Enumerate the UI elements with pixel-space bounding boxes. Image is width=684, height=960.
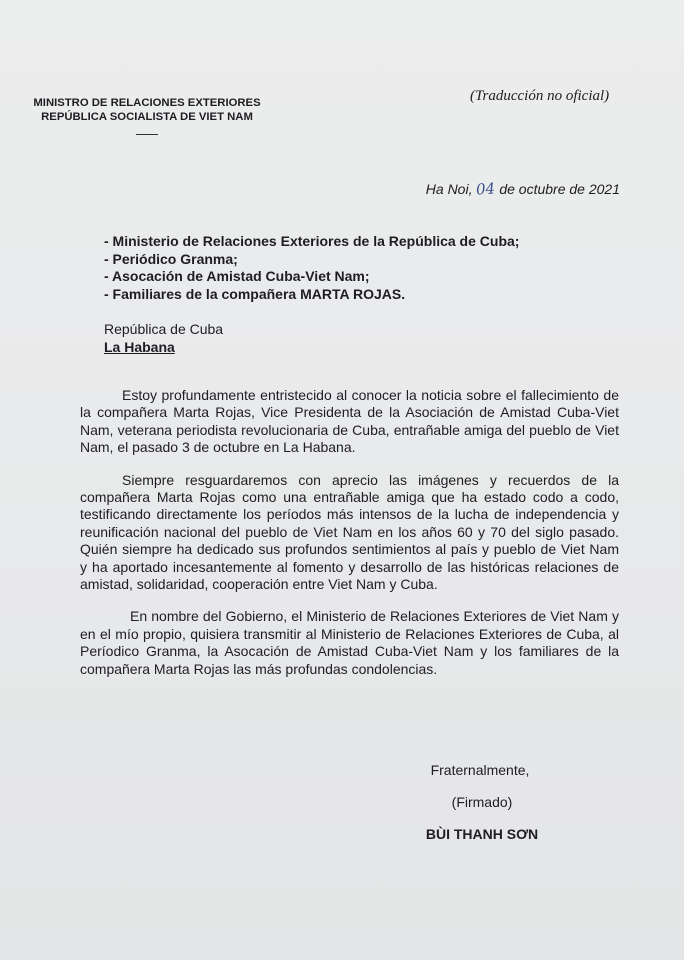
header-divider bbox=[136, 134, 158, 135]
recipient-item: - Periódico Granma; bbox=[104, 250, 238, 267]
country-title: REPÚBLICA SOCIALISTA DE VIET NAM bbox=[41, 111, 253, 123]
recipient-item: - Ministerio de Relaciones Exteriores de la República de Cuba; bbox=[104, 233, 520, 249]
ministry-title: MINISTRO DE RELACIONES EXTERIORES bbox=[33, 97, 261, 109]
recipient-item: - Asocación de Amistad Cuba-Viet Nam; bbox=[104, 268, 370, 284]
ministry-header bbox=[22, 96, 272, 135]
address-country: República de Cuba bbox=[104, 321, 224, 337]
date-line bbox=[300, 180, 620, 198]
translation-note: (Traducción no oficial) bbox=[470, 88, 610, 104]
date-day-handwritten: 04 bbox=[475, 179, 497, 199]
recipient-item: - Familiares de la compañera MARTA ROJAS. bbox=[104, 285, 406, 302]
letter-body bbox=[80, 387, 619, 693]
body-paragraph: Siempre resguardaremos con aprecio las imágenes y recuerdos de la compañera Marta Rojas como una entrañable amiga que ha estado codo a codo, testificando directamente los períodos más intensos de la lucha de independencia y reunificación nacional del pueblo de Viet Nam en los años 60 y 70 del siglo pasado. Quién siempre ha dedicado sus profundos sentimientos al país y pueblo de Viet Nam y ha aportado incesantemente al fomento y desarrollo de las históricas relaciones de amistad, solidaridad, cooperación entre Viet Nam y Cuba. bbox=[80, 471, 619, 593]
address-city: La Habana bbox=[104, 339, 175, 355]
date-rest: de octubre de 2021 bbox=[499, 181, 620, 197]
address-block bbox=[104, 320, 223, 356]
body-paragraph: En nombre del Gobierno, el Ministerio de Relaciones Exteriores de Viet Nam y en el mío propio, quisiera transmitir al Ministerio de Relaciones Exteriores de Cuba, al Períodico Granma, la Asocación de Amistad Cuba-Viet Nam y los familiares de la compañera Marta Rojas las más profundas condolencias. bbox=[80, 608, 619, 677]
body-paragraph: Estoy profundamente entristecido al conocer la noticia sobre el fallecimiento de la compañera Marta Rojas, Vice Presidenta de la Asociación de Amistad Cuba-Viet Nam, veterana periodista revolucionaria de Cuba, entrañable amiga del pueblo de Viet Nam, el pasado 3 de octubre en La Habana. bbox=[80, 387, 619, 456]
date-place: Ha Noi, bbox=[425, 181, 473, 197]
signer-name: BÙI THANH SƠN bbox=[425, 826, 539, 842]
signed-note: (Firmado) bbox=[451, 794, 513, 810]
closing-salutation: Fraternalmente, bbox=[430, 762, 530, 778]
recipients-list bbox=[104, 233, 604, 303]
